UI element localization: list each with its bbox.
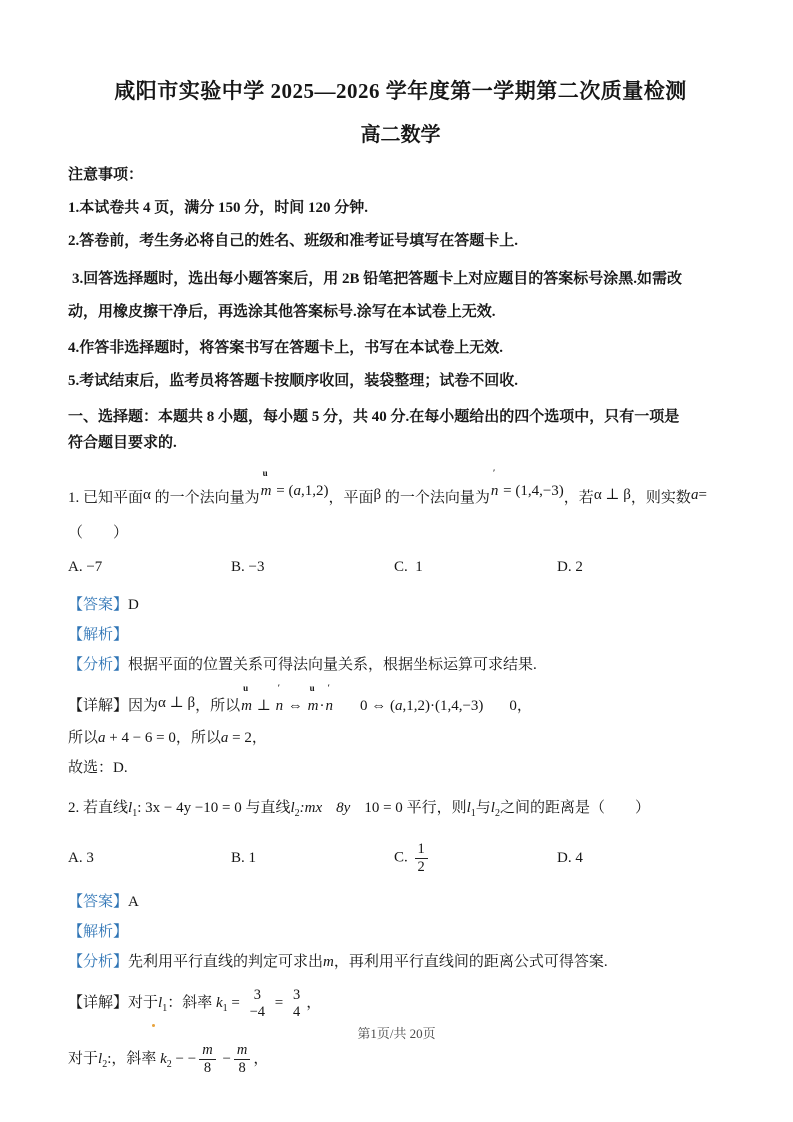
vector-m: u m (260, 468, 272, 499)
q2-option-a: A. 3 (68, 849, 94, 866)
notice-item-5: 5.考试结束后，监考员将答题卡按顺序收回，装袋整理；试卷不回收. (68, 373, 519, 389)
section-1-header-line1: 一、选择题：本题共 8 小题，每小题 5 分，共 40 分.在每小题给出的四个选项中，只有一项是 (68, 409, 680, 425)
q1-option-c: C. 1 (394, 559, 423, 575)
q1-jiexi-line (68, 624, 733, 646)
slope-k1: $k_1$ (215, 995, 228, 1014)
line-l1: $l_1$ (128, 800, 138, 819)
q2-answer: A (128, 894, 139, 910)
variable-a: a (690, 487, 699, 503)
q1-option-d: D. 2 (557, 559, 583, 575)
notice-heading: 注意事项： (68, 167, 144, 183)
q2-fenxi-line: 【分析】先利用平行直线的判定可求出m，再利用平行直线间的距离公式可得答案. (68, 954, 608, 970)
q1-detail-line2: 所以a + 4 − 6 = 0，所以a = 2， (68, 730, 267, 746)
q2-options (68, 839, 733, 877)
q2-answer-line (68, 891, 733, 913)
vector-m: u m (307, 683, 319, 714)
notice-item-2: 2.答卷前，考生务必将自己的姓名、班级和准考证号填写在答题卡上. (68, 233, 519, 249)
fenxi-label: 【分析】 (68, 954, 129, 970)
q1-answer: D (128, 597, 139, 613)
q2-option-c: C. $\frac{1}{2}$ (394, 841, 557, 875)
q1-option-b: B. −3 (231, 559, 265, 575)
fraction-one-half: $\frac{1}{2}$ (415, 841, 428, 875)
notice-item-3-line1: 3.回答选择题时，选出每小题答案后，用 2B 铅笔把答题卡上对应题目的答案标号涂黑.如需改 (72, 271, 683, 287)
jiexi-label: 【解析】 (68, 924, 129, 940)
answer-label: 【答案】 (68, 894, 129, 910)
line-l2: $l_2$ (490, 800, 500, 819)
notice-item-3-line2: 动，用橡皮擦干净后，再选涂其他答案标号.涂写在本试卷上无效. (68, 304, 496, 320)
line-l2: $l_2$ (290, 800, 300, 819)
line-l1: $l_1$ (466, 800, 476, 819)
q1-option-a: A. −7 (68, 559, 103, 575)
q1-fenxi-line: 【分析】根据平面的位置关系可得法向量关系，根据坐标运算可求结果. (68, 657, 537, 673)
fraction-3-over-4: 3 4 (293, 986, 301, 1020)
answer-label: 【答案】 (68, 597, 129, 613)
vector-n-expression: ′ n = (1,4,−3) (490, 478, 564, 504)
notice-item-4: 4.作答非选择题时，将答案书写在答题卡上，书写在本试卷上无效. (68, 340, 504, 356)
vector-n: ′ n (325, 683, 333, 714)
exam-subtitle: 高二数学 (360, 124, 441, 146)
variable-m: m (323, 954, 334, 970)
q2-option-b: B. 1 (231, 849, 257, 866)
xiangjie-label: 【详解】 (68, 698, 129, 714)
q1-options (68, 556, 733, 578)
beta-symbol: β (373, 487, 382, 503)
vector-m-expression: u m = (a,1,2) (260, 478, 329, 504)
line-l2: $l_2$ (98, 1051, 108, 1070)
xiangjie-label: 【详解】 (68, 995, 129, 1011)
alpha-symbol: α (143, 487, 151, 503)
exam-title: 咸阳市实验中学 2025—2026 学年度第一学期第二次质量检测 (114, 79, 687, 103)
fraction-3-over-neg4: 3 −4 (249, 986, 266, 1020)
jiexi-label: 【解析】 (68, 627, 129, 643)
vector-m: u m (241, 683, 252, 714)
q2-detail-line2: 对于$l_2$:，斜率 $k_2$ − − $\frac{m}{8}$ − $\frac{m}{8}$ ， (68, 1042, 269, 1077)
question-2-stem: 2. 若直线$l_1$: 3x − 4y −10 = 0 与直线$l_2:mx$ 8y 10 = 0 平行，则$l_1$与$l_2$之间的距离是（ ） (68, 800, 650, 819)
q1-answer-paren: （ ） (68, 525, 129, 541)
q2-detail-line1: 【详解】对于$l_1$：斜率 $k_1$ = 3 −4 = 3 4 ， (68, 986, 322, 1020)
fraction-m-over-8: $\frac{m}{8}$ (199, 1042, 215, 1076)
notice-item-1: 1.本试卷共 4 页，满分 150 分，时间 120 分钟. (68, 200, 369, 216)
q1-conclusion: 故选：D. (68, 760, 128, 776)
q1-detail-line1: 【详解】因为α ⊥ β，所以 u m ⊥ ′ n ⇔ u m· ′ n 0 ⇔ (a,1,2)·(1,4,−3) 0， (68, 684, 733, 719)
page-footer: 第1页/共 20页 (357, 1026, 436, 1041)
section-1-header-line2: 符合题目要求的. (68, 435, 177, 451)
vector-n: ′ n (490, 468, 499, 499)
slope-k2: $k_2$ (160, 1051, 172, 1070)
question-1-stem: 1. 已知平面α 的一个法向量为 u m = (a,1,2)，平面β 的一个法向量为 ′ n = (1,4,−3)，若α ⊥ β，则实数a= (68, 468, 707, 506)
q2-option-d: D. 4 (557, 849, 583, 866)
line-l1: $l_1$ (158, 995, 168, 1014)
fraction-m-over-8: $\frac{m}{8}$ (234, 1042, 250, 1076)
fenxi-label: 【分析】 (68, 657, 129, 673)
q1-text: 1. 已知平面 (68, 490, 144, 506)
vector-n: ′ n (275, 683, 284, 714)
perp-condition: α ⊥ β (593, 487, 631, 503)
q1-answer-line (68, 594, 733, 616)
q2-jiexi-line (68, 921, 733, 943)
